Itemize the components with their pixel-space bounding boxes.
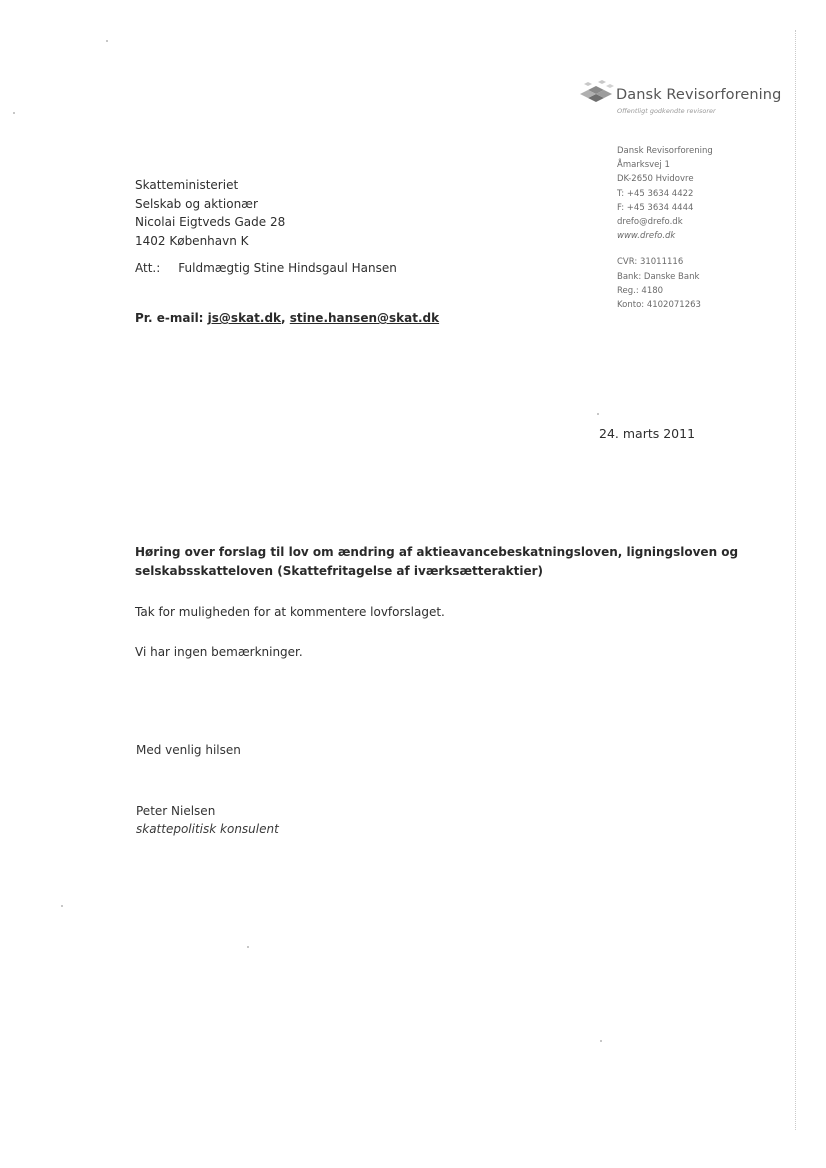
email-label: Pr. e-mail:	[135, 311, 204, 325]
logo-name: Dansk Revisorforening	[616, 87, 782, 103]
sender-city: DK-2650 Hvidovre	[617, 174, 694, 185]
recipient-line: Nicolai Eigtveds Gade 28	[135, 215, 286, 229]
scan-speck	[600, 1040, 602, 1042]
recipient-address-block	[135, 176, 285, 250]
logo-tagline: Offentligt godkendte revisorer	[617, 107, 716, 115]
scan-speck	[106, 40, 108, 42]
sender-street: Åmarksvej 1	[617, 160, 670, 171]
attention-name: Fuldmægtig Stine Hindsgaul Hansen	[178, 261, 397, 275]
sender-address-block	[617, 144, 713, 312]
scan-speck	[247, 946, 249, 948]
email-line	[135, 311, 439, 325]
sender-reg: Reg.: 4180	[617, 285, 664, 296]
sender-web: www.drefo.dk	[617, 231, 676, 242]
email-separator: ,	[281, 311, 286, 325]
sender-fax: F: +45 3634 4444	[617, 202, 694, 213]
sender-cvr: CVR: 31011116	[617, 257, 684, 268]
logo	[580, 74, 780, 124]
attention-line	[135, 261, 397, 275]
closing-greeting: Med venlig hilsen	[136, 743, 241, 757]
sender-email: drefo@drefo.dk	[617, 216, 683, 227]
subject-heading	[135, 543, 738, 581]
attention-label: Att.:	[135, 261, 161, 275]
subject-line: Høring over forslag til lov om ændring af aktieavancebeskatningsloven, ligningsloven og	[135, 545, 739, 559]
recipient-line: Selskab og aktionær	[135, 196, 258, 211]
sender-bank: Bank: Danske Bank	[617, 271, 700, 282]
body-paragraph: Tak for muligheden for at kommentere lovforslaget.	[135, 605, 445, 619]
sender-spacer	[617, 243, 713, 255]
sender-phone: T: +45 3634 4422	[617, 188, 694, 199]
recipient-line: Skatteministeriet	[135, 178, 239, 192]
email-link-js[interactable]: js@skat.dk	[207, 311, 282, 325]
scan-edge-line	[795, 30, 796, 1130]
sender-account: Konto: 4102071263	[617, 299, 701, 310]
recipient-line: 1402 København K	[135, 233, 249, 248]
subject-line: selskabsskatteloven (Skattefritagelse af iværksætteraktier)	[135, 564, 544, 578]
letter-date: 24. marts 2011	[599, 426, 696, 441]
body-paragraph: Vi har ingen bemærkninger.	[135, 645, 303, 659]
scan-speck	[61, 905, 63, 907]
email-link-stine[interactable]: stine.hansen@skat.dk	[289, 311, 440, 325]
scan-speck	[13, 112, 15, 114]
scan-speck	[597, 413, 599, 415]
logo-diamond-icon	[580, 78, 616, 108]
sender-org: Dansk Revisorforening	[617, 146, 713, 156]
signer-name: Peter Nielsen	[136, 804, 216, 818]
signer-title: skattepolitisk konsulent	[136, 822, 279, 836]
